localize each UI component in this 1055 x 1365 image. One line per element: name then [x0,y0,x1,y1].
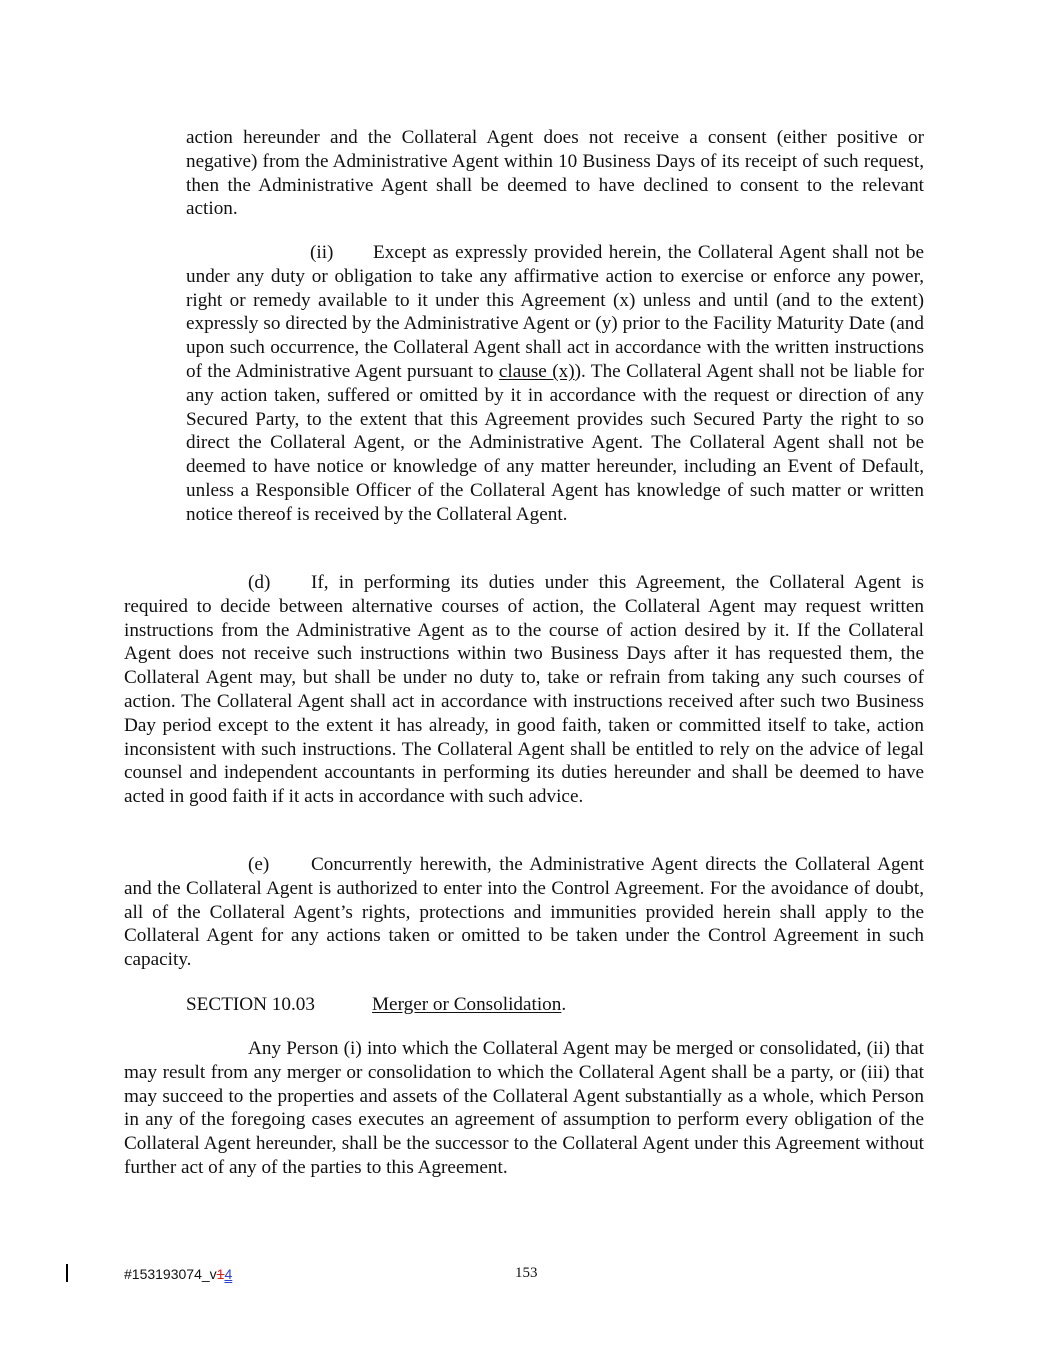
section-body-text: Any Person (i) into which the Collateral Agent may be merged or consolidated, (ii) that may result from any merger or consolidation to which the Collateral Agent shall be a party, or (iii) that may succeed to the properties and assets of the Collateral Agent substantially as a whole, which Person in any of the foregoing cases executes an agreement of assumption to perform every obligation of the Collateral Agent hereunder, shall be the successor to the Collateral Agent under this Agreement without further act of any of the parties to this Agreement. [124,1038,924,1178]
section-body [124,1037,924,1180]
section-title-period: . [561,994,567,1015]
paragraph-continuation [186,126,924,221]
section-title: Merger or Consolidation [372,994,562,1015]
clause-e [124,853,924,972]
clause-d [124,571,924,809]
paragraph-text: action hereunder and the Collateral Agent does not receive a consent (either positive or negative) from the Administrative Agent within 10 Business Days of its receipt of such request, then the Administrative Agent shall be deemed to have declined to consent to the relevant action. [186,127,924,220]
clause-label: (ii) [310,242,334,263]
page-number: 153 [515,1265,538,1281]
clause-text: If, in performing its duties under this Agreement, the Collateral Agent is required to decide between alternative courses of action, the Collateral Agent may request written instructions from the Administrative Agent as to the course of action desired by it. If the Collateral Agent does not receive such instructions within two Business Days after it has requested them, the Collateral Agent may, but shall be under no duty to, take or refrain from taking any such courses of action. The Collateral Agent shall act in accordance with instructions received after such two Business Day period except to the extent it has already, in good faith, taken or committed itself to take, action inconsistent with such instructions. The Collateral Agent shall be entitled to rely on the advice of legal counsel and independent accountants in performing its duties hereunder and shall be deemed to have acted in good faith if it acts in accordance with such advice. [124,572,924,808]
clause-label: (d) [248,572,271,593]
inserted-version: 4 [224,1266,233,1282]
clause-ii [186,241,924,527]
deleted-version: 1 [216,1266,225,1282]
doc-id-prefix: #153193074_v [124,1266,217,1282]
footer-document-id [124,1265,232,1283]
clause-reference-link[interactable]: clause (x) [498,360,575,382]
section-number: SECTION 10.03 [186,994,315,1015]
clause-text-continued: ). The Collateral Agent shall not be liable for any action taken, suffered or omitted by it in accordance with the request or direction of any Secured Party, to the extent that this Agreement provides such Secured Party the right to so direct the Collateral Agent, or the Administrative Agent. The Collateral Agent shall not be deemed to have notice or knowledge of any matter hereunder, including an Event of Default, unless a Responsible Officer of the Collateral Agent has knowledge of such matter or written notice thereof is received by the Collateral Agent. [186,360,925,525]
clause-text: Except as expressly provided herein, the Collateral Agent shall not be under any duty or obligation to take any affirmative action to exercise or enforce any power, right or remedy available to it under this Agreement (x) unless and until (and to the extent) expressly so directed by the Administrative Agent or (y) prior to the Facility Maturity Date (and upon such occurrence, the Collateral Agent shall act in accordance with the written instructions of the Administrative Agent pursuant to [186,242,924,382]
clause-label: (e) [248,854,270,875]
section-heading [186,993,566,1017]
revision-change-bar [66,1264,68,1282]
clause-text: Concurrently herewith, the Administrative Agent directs the Collateral Agent and the Collateral Agent is authorized to enter into the Control Agreement. For the avoidance of doubt, all of the Collateral Agent’s rights, protections and immunities provided herein shall apply to the Collateral Agent for any actions taken or omitted to be taken under the Control Agreement in such capacity. [124,854,924,971]
